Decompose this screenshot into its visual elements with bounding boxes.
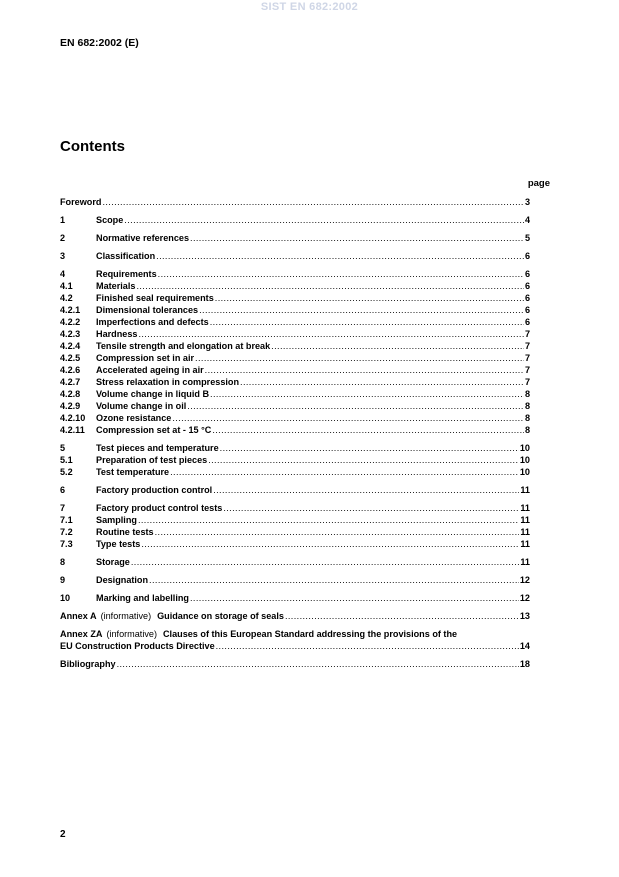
toc-entry-page: 11 [520,557,530,567]
toc-entry-title: Volume change in liquid B [96,389,210,399]
toc-entry-2[interactable] [60,232,530,244]
toc-entry-page: 6 [524,305,530,315]
toc-entry-number: 7.3 [60,539,73,549]
leader-dots [124,214,524,226]
toc-entry-page: 12 [519,593,530,603]
page-number: 2 [60,829,66,840]
toc-entry-title: Materials [96,281,136,291]
toc-entry-foreword[interactable] [60,196,530,208]
leader-dots [199,304,524,316]
page-column-label: page [527,178,550,189]
toc-entry-7-2[interactable] [60,526,530,538]
toc-entry-4-2-4[interactable] [60,340,530,352]
toc-entry-title: Compression set in air [96,353,195,363]
toc-entry-4-2-6[interactable] [60,364,530,376]
toc-entry-title: Tensile strength and elongation at break [96,341,271,351]
toc-entry-4-2-1[interactable] [60,304,530,316]
toc-entry-number: 8 [60,557,66,567]
toc-entry-number: 4.2.2 [60,317,81,327]
leader-dots [215,292,524,304]
leader-dots [136,280,524,292]
toc-entry-number: 5.2 [60,467,73,477]
toc-entry-title: Factory production control [96,485,213,495]
toc-entry-title: Hardness [96,329,138,339]
leader-dots [138,514,519,526]
toc-entry-4-2-3[interactable] [60,328,530,340]
toc-entry-number: 5.1 [60,455,73,465]
toc-entry-page: 7 [524,377,530,387]
leader-dots [190,592,519,604]
toc-entry-title: Accelerated ageing in air [96,365,204,375]
toc-entry-number: 5 [60,443,66,453]
toc-entry-annex-a[interactable] [60,610,530,622]
toc-entry-annex-za[interactable] [60,628,530,652]
toc-entry-page: 6 [524,281,530,291]
toc-entry-title: Bibliography [60,659,116,669]
leader-dots [271,340,524,352]
toc-entry-title: Factory product control tests [96,503,223,513]
toc-entry-number: 10 [60,593,71,603]
toc-entry-4-2-5[interactable] [60,352,530,364]
toc-entry-4[interactable] [60,268,530,280]
toc-entry-page: 6 [524,251,530,261]
toc-entry-9[interactable] [60,574,530,586]
leader-dots [172,412,524,424]
toc-entry-page: 8 [524,425,530,435]
leader-dots [141,538,519,550]
leader-dots [155,526,520,538]
toc-entry-page: 4 [524,215,530,225]
toc-entry-page: 10 [519,455,530,465]
annex-note: (informative) [106,629,157,639]
toc-entry-page: 11 [520,515,530,525]
toc-entry-page: 3 [524,197,530,207]
leader-dots [216,640,519,652]
toc-entry-5[interactable] [60,442,530,454]
toc-entry-title: Marking and labelling [96,593,189,603]
toc-entry-number: 1 [60,215,66,225]
toc-entry-title: Sampling [96,515,137,525]
toc-entry-page: 18 [519,659,530,669]
toc-entry-page: 13 [519,611,530,621]
toc-entry-number: 4.1 [60,281,73,291]
toc-entry-number: 4.2.8 [60,389,81,399]
toc-entry-number: 4.2.3 [60,329,81,339]
toc-entry-page: 5 [524,233,530,243]
toc-entry-title: Normative references [96,233,190,243]
toc-entry-5-2[interactable] [60,466,530,478]
toc-entry-page: 8 [524,401,530,411]
toc-entry-page: 14 [519,641,530,651]
toc-entry-number: 4.2.7 [60,377,81,387]
toc-entry-title: Imperfections and defects [96,317,209,327]
toc-entry-page: 6 [524,269,530,279]
toc-entry-7-3[interactable] [60,538,530,550]
toc-entry-page: 11 [520,503,530,513]
toc-entry-title: Guidance on storage of seals [157,611,284,621]
leader-dots [220,442,519,454]
toc-entry-4-2-9[interactable] [60,400,530,412]
toc-entry-4-2-7[interactable] [60,376,530,388]
toc-entry-title: Designation [96,575,149,585]
leader-dots [208,454,519,466]
toc-entry-page: 11 [520,485,530,495]
leader-dots [212,424,524,436]
toc-entry-title: Test temperature [96,467,170,477]
leader-dots [131,556,520,568]
leader-dots [190,232,524,244]
toc-entry-page: 10 [519,467,530,477]
toc-entry-page: 12 [519,575,530,585]
toc-entry-4-1[interactable] [60,280,530,292]
toc-entry-number: 9 [60,575,66,585]
toc-entry-3[interactable] [60,250,530,262]
leader-dots [223,502,519,514]
toc-entry-title-line1: Clauses of this European Standard addressing the provisions of the [162,629,458,639]
toc-entry-4-2-11[interactable] [60,424,530,436]
toc-entry-title: Volume change in oil [96,401,187,411]
toc-entry-6[interactable] [60,484,530,496]
toc-entry-number: 4.2.6 [60,365,81,375]
toc-entry-title-line2: EU Construction Products Directive [60,641,215,651]
toc-entry-4-2[interactable] [60,292,530,304]
toc-entry-title: Preparation of test pieces [96,455,208,465]
leader-dots [205,364,524,376]
toc-entry-bibliography[interactable] [60,658,530,670]
toc-entry-title: Routine tests [96,527,154,537]
leader-dots [210,388,524,400]
toc-entry-7-1[interactable] [60,514,530,526]
toc-entry-title: Compression set at - 15 °C [96,425,212,435]
toc-entry-number: 4.2.10 [60,413,86,423]
toc-entry-8[interactable] [60,556,530,568]
toc-entry-page: 7 [524,329,530,339]
leader-dots [138,328,523,340]
toc-entry-page: 7 [524,365,530,375]
toc-entry-title: Classification [96,251,156,261]
watermark: SIST EN 682:2002 [260,1,359,13]
leader-dots [158,268,524,280]
leader-dots [195,352,524,364]
toc-entry-page: 7 [524,341,530,351]
toc-entry-title: Scope [96,215,124,225]
toc-entry-title: Requirements [96,269,157,279]
leader-dots [240,376,524,388]
toc-entry-number: 4.2.4 [60,341,81,351]
toc-entry-number: 4.2.5 [60,353,81,363]
leader-dots [187,400,524,412]
leader-dots [117,658,519,670]
toc-entry-10[interactable] [60,592,530,604]
toc-entry-title: Foreword [60,197,102,207]
toc-entry-page: 11 [520,527,530,537]
toc-entry-title: Dimensional tolerances [96,305,199,315]
leader-dots [156,250,524,262]
toc-entry-4-2-2[interactable] [60,316,530,328]
toc-entry-4-2-8[interactable] [60,388,530,400]
toc-entry-number: 4 [60,269,66,279]
leader-dots [210,316,524,328]
toc-entry-page: 8 [524,413,530,423]
toc-entry-page: 6 [524,293,530,303]
leader-dots [102,196,524,208]
annex-label: Annex ZA [60,629,103,639]
toc-entry-title: Test pieces and temperature [96,443,219,453]
toc-entry-number: 4.2.1 [60,305,81,315]
toc-entry-number: 4.2.9 [60,401,81,411]
toc-entry-title: Stress relaxation in compression [96,377,240,387]
toc-entry-title: Ozone resistance [96,413,172,423]
leader-dots [170,466,519,478]
page-title: Contents [60,138,125,155]
toc-entry-page: 10 [519,443,530,453]
toc-entry-title: Storage [96,557,130,567]
toc-entry-title: Finished seal requirements [96,293,214,303]
toc-entry-title: Type tests [96,539,141,549]
toc-entry-1[interactable] [60,214,530,226]
toc-entry-number: 3 [60,251,66,261]
leader-dots [213,484,519,496]
toc-entry-page: 6 [524,317,530,327]
toc-entry-number: 4.2.11 [60,425,85,435]
annex-note: (informative) [100,611,152,621]
toc-entry-page: 7 [524,353,530,363]
toc-entry-number: 4.2 [60,293,73,303]
table-of-contents [60,196,530,670]
toc-entry-page: 11 [520,539,530,549]
toc-entry-number: 6 [60,485,66,495]
toc-entry-5-1[interactable] [60,454,530,466]
annex-label: Annex A [60,611,97,621]
toc-entry-4-2-10[interactable] [60,412,530,424]
leader-dots [285,610,519,622]
toc-entry-number: 7.2 [60,527,73,537]
toc-entry-page: 8 [524,389,530,399]
document-id: EN 682:2002 (E) [60,37,139,49]
toc-entry-7[interactable] [60,502,530,514]
toc-entry-number: 2 [60,233,66,243]
leader-dots [149,574,519,586]
toc-entry-number: 7.1 [60,515,73,525]
toc-entry-number: 7 [60,503,66,513]
